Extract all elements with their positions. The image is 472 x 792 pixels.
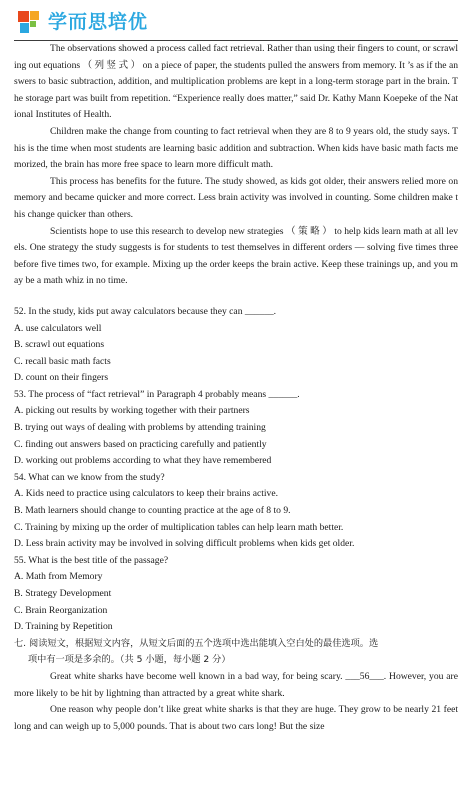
logo-text: 学而思培优 (48, 11, 149, 33)
document-body (14, 41, 458, 735)
question-55: 55. What is the best title of the passage? (14, 554, 169, 566)
question-54: 54. What can we know from the study? (14, 471, 165, 483)
question-52: 52. In the study, kids put away calculators because they can ______. (14, 305, 277, 317)
option-54-c: C. Training by mixing up the order of multiplication tables can help learn math better. (14, 521, 344, 533)
option-54-d: D. Less brain activity may be involved in solving difficult problems when kids get older. (14, 538, 355, 550)
section-7-heading-cont: 项中有一项是多余的。（共 5 小题，每小题 2 分） (28, 654, 231, 666)
passage-paragraph-3: This process has benefits for the future. The study showed, as kids got older, their answers relied more on memory and became quicker and more correct. Less brain activity was involved in counting. Some children make this change quicker than others. (14, 175, 458, 220)
option-55-a: A. Math from Memory (14, 571, 103, 583)
option-52-b: B. scrawl out equations (14, 339, 105, 351)
passage-paragraph-1: The observations showed a process called fact retrieval. Rather than using their fingers to count, or scrawling out equations （ 列 竖 式 ） on a piece of paper, the students pulled the answers from memory. It ’s as if the answers to basic subtraction, addition, and multiplication problems are kept in a long-term storage part in the brain. The storage part was built from repetition. “Experience really does matter,” said Dr. Kathy Mann Koepeke of the National Institutes of Health. (14, 43, 458, 121)
option-53-d: D. working out problems according to what they have remembered (14, 455, 272, 467)
option-55-d: D. Training by Repetition (14, 621, 113, 633)
option-53-c: C. finding out answers based on practicing carefully and patiently (14, 438, 267, 450)
option-53-b: B. trying out ways of dealing with problems by attending training (14, 422, 266, 434)
option-54-a: A. Kids need to practice using calculators to keep their brains active. (14, 488, 279, 500)
logo-icon (16, 9, 42, 35)
option-55-b: B. Strategy Development (14, 588, 112, 599)
option-52-c: C. recall basic math facts (14, 355, 111, 367)
section-7-heading: 七. 阅读短文，根据短文内容，从短文后面的五个选项中选出能填入空白处的最佳选项。选 (14, 637, 379, 649)
option-52-d: D. count on their fingers (14, 372, 109, 384)
question-list (14, 304, 458, 636)
passage-paragraph-4: Scientists hope to use this research to develop new strategies （ 策 略 ） to help kids learn math at all levels. One strategy the study suggests is for students to test themselves in different orders — solving five times three before five times two, for example. Mixing up the order keeps the brain active. Keep these trainings up, and you may be a math whiz in no time. (14, 225, 458, 287)
section-7-paragraph-2: One reason why people don’t like great white sharks is that they are huge. They grow to be nearly 21 feet long and can weigh up to 5,000 pounds. That is about two cars long! But the size (14, 704, 458, 732)
option-53-a: A. picking out results by working together with their partners (14, 405, 250, 417)
section-7-paragraph-1: Great white sharks have become well known in a bad way, for being scary. ___56___. However, you are more likely to be hit by lightning than attracted by a great white shark. (14, 670, 458, 699)
option-55-c: C. Brain Reorganization (14, 604, 108, 616)
spacer (14, 290, 458, 304)
passage-paragraph-2: Children make the change from counting to fact retrieval when they are 8 to 9 years old, the study says. This is the time when most students are learning basic addition and subtraction. When kids have basic math facts memorized, the brain has more free space to learn more difficult math. (14, 125, 458, 171)
page-header (0, 0, 472, 44)
option-54-b: B. Math learners should change to counting practice at the age of 8 to 9. (14, 505, 291, 517)
question-53: 53. The process of “fact retrieval” in Paragraph 4 probably means ______. (14, 388, 300, 400)
option-52-a: A. use calculators well (14, 322, 102, 334)
